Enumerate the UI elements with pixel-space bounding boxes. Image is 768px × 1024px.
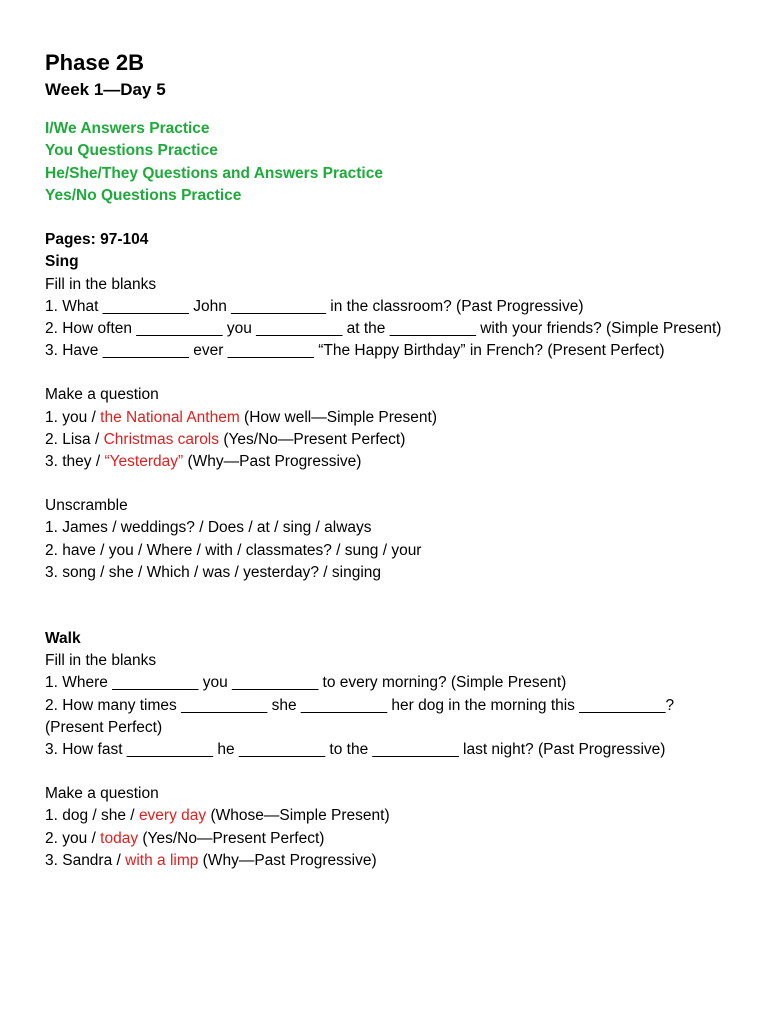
- walk-question-item: [45, 828, 723, 850]
- practice-list: [45, 118, 723, 207]
- walk-fill-heading: Fill in the blanks: [45, 652, 157, 670]
- sing-unscramble-item: 2. have / you / Where / with / classmates? / sung / your: [45, 541, 422, 559]
- question-suffix: (Why—Past Progressive): [183, 453, 362, 471]
- sing-question-heading: Make a question: [45, 386, 159, 404]
- question-suffix: (Yes/No—Present Perfect): [138, 829, 325, 847]
- sing-unscramble-item: 1. James / weddings? / Does / at / sing / always: [45, 519, 372, 537]
- question-highlight: “Yesterday”: [104, 453, 184, 471]
- sing-fill-item: 3. Have __________ ever __________ “The Happy Birthday” in French? (Present Perfect): [45, 342, 665, 360]
- question-suffix: (Whose—Simple Present): [206, 807, 390, 825]
- question-prefix: 3. Sandra /: [45, 851, 126, 869]
- question-prefix: 2. Lisa /: [45, 430, 104, 448]
- practice-item: You Questions Practice: [45, 142, 218, 160]
- walk-fill-item: 3. How fast __________ he __________ to the __________ last night? (Past Progressive): [45, 741, 666, 759]
- question-suffix: (Why—Past Progressive): [198, 851, 377, 869]
- sing-heading: Sing: [45, 253, 79, 271]
- walk-fill-item: 1. Where __________ you __________ to every morning? (Simple Present): [45, 674, 567, 692]
- question-highlight: every day: [138, 807, 207, 825]
- walk-question-item: [45, 805, 723, 827]
- practice-item: I/We Answers Practice: [45, 120, 210, 137]
- sing-question-item: [45, 407, 723, 429]
- practice-item: He/She/They Questions and Answers Practice: [45, 164, 383, 182]
- question-highlight: with a limp: [125, 851, 199, 869]
- sing-fill-item: 2. How often __________ you __________ at the __________ with your friends? (Simple Present): [45, 320, 722, 337]
- question-highlight: the National Anthem: [100, 408, 240, 426]
- walk-heading: Walk: [45, 630, 81, 648]
- question-suffix: (How well—Simple Present): [239, 408, 437, 426]
- walk-question-item: [45, 850, 723, 872]
- walk-question-heading: Make a question: [45, 785, 159, 803]
- question-highlight: Christmas carols: [103, 430, 220, 448]
- walk-fill-item: (Present Perfect): [45, 718, 163, 736]
- practice-item: Yes/No Questions Practice: [45, 186, 242, 204]
- question-prefix: 1. you /: [45, 408, 101, 426]
- sing-fill-heading: Fill in the blanks: [45, 275, 157, 293]
- question-prefix: 1. dog / she /: [45, 807, 139, 825]
- sing-unscramble-item: 3. song / she / Which / was / yesterday? / singing: [45, 563, 381, 581]
- sing-question-item: [45, 429, 723, 451]
- walk-fill-item: 2. How many times __________ she __________ her dog in the morning this __________?: [45, 696, 675, 714]
- sing-question-item: [45, 451, 723, 473]
- sing-unscramble-heading: Unscramble: [45, 497, 128, 515]
- question-highlight: today: [100, 829, 139, 847]
- question-prefix: 3. they /: [45, 453, 105, 471]
- question-prefix: 2. you /: [45, 829, 101, 847]
- pages-label: Pages: 97-104: [45, 231, 149, 249]
- question-suffix: (Yes/No—Present Perfect): [219, 430, 406, 448]
- sing-fill-item: 1. What __________ John ___________ in the classroom? (Past Progressive): [45, 297, 584, 315]
- page-title: Phase 2B: [45, 50, 145, 75]
- page-subtitle: Week 1—Day 5: [45, 80, 166, 99]
